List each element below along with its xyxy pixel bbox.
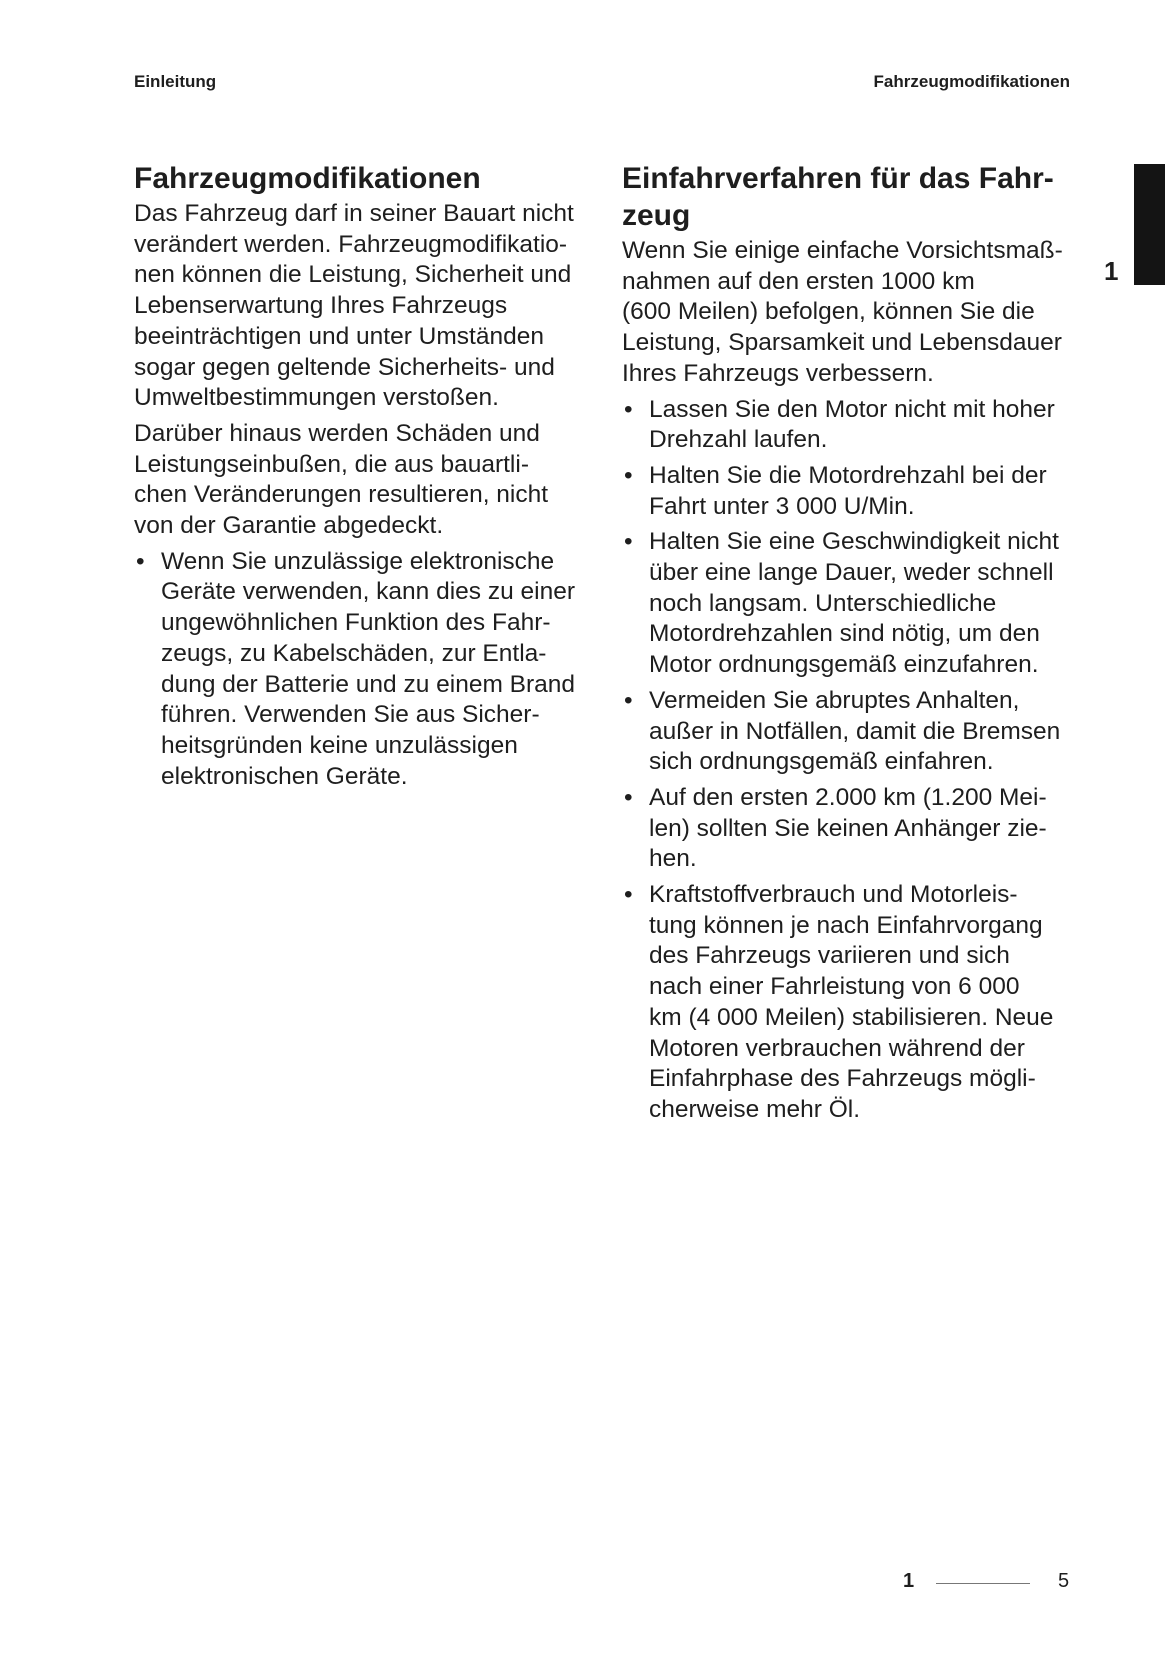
paragraph: Wenn Sie einige einfache Vorsichtsmaß- nahmen auf den ersten 1000 km (600 Meilen) befolgen, können Sie die Leistung, Sparsamkeit und Lebensdauer Ihres Fahrzeugs verbessern.	[622, 237, 1063, 387]
list-item-text: Kraftstoffverbrauch und Motorleis- tung können je nach Einfahrvorgang des Fahrzeugs variieren und sich nach einer Fahrleistung von 6 000 km (4 000 Meilen) stabilisieren. Neue Motoren verbrauchen während der Einfahrphase des Fahrzeugs mögli- cherweise mehr Öl.	[649, 881, 1054, 1123]
bullet-list	[622, 395, 1072, 1126]
section-title: Einfahrverfahren für das Fahr- zeug	[622, 162, 1054, 232]
chapter-tab-number: 1	[1104, 256, 1119, 286]
left-column	[134, 160, 589, 797]
list-item	[622, 783, 1072, 875]
list-item	[622, 395, 1072, 456]
list-item-text: Lassen Sie den Motor nicht mit hoher Drehzahl laufen.	[649, 395, 1055, 454]
bullet-icon: •	[136, 547, 145, 575]
list-item	[134, 547, 589, 793]
list-item	[622, 686, 1072, 778]
bullet-icon: •	[624, 395, 633, 423]
footer-divider	[936, 1583, 1030, 1584]
list-item-text: Auf den ersten 2.000 km (1.200 Mei- len) sollten Sie keinen Anhänger zie- hen.	[649, 783, 1047, 873]
list-item-text: Halten Sie eine Geschwindigkeit nicht über eine lange Dauer, weder schnell noch langsam. Unterschiedliche Motordrehzahlen sind nötig, um den Motor ordnungsgemäß einzufahren.	[649, 528, 1059, 679]
list-item	[622, 461, 1072, 522]
footer-page-number: 5	[1058, 1570, 1070, 1592]
bullet-list	[134, 547, 589, 793]
right-column	[622, 160, 1072, 1131]
section-title: Fahrzeugmodifikationen	[134, 162, 481, 195]
paragraph: Das Fahrzeug darf in seiner Bauart nicht verändert werden. Fahrzeugmodifikatio- nen können die Leistung, Sicherheit und Lebenserwartung Ihres Fahrzeugs beeinträchtigen und unter Umständen sogar gegen geltende Sicherheits- und Umweltbestimmungen verstoßen.	[134, 200, 574, 412]
list-item-text: Halten Sie die Motordrehzahl bei der Fahrt unter 3 000 U/Min.	[649, 461, 1047, 520]
list-item-text: Vermeiden Sie abruptes Anhalten, außer in Notfällen, damit die Bremsen sich ordnungsgemäß einfahren.	[649, 686, 1061, 776]
bullet-icon: •	[624, 881, 633, 909]
bullet-icon: •	[624, 461, 633, 489]
list-item	[622, 880, 1072, 1126]
list-item-text: Wenn Sie unzulässige elektronische Geräte verwenden, kann dies zu einer ungewöhnlichen Funktion des Fahr- zeugs, zu Kabelschäden, zur Entla- dung der Batterie und zu einem Brand führen. Verwenden Sie aus Sicher- heitsgründen keine unzulässigen elektronischen Geräte.	[161, 547, 576, 790]
paragraph: Darüber hinaus werden Schäden und Leistungseinbußen, die aus bauartli- chen Veränderungen resultieren, nicht von der Garantie abgedeckt.	[134, 419, 549, 540]
list-item	[622, 527, 1072, 681]
running-header-left: Einleitung	[134, 72, 217, 91]
bullet-icon: •	[624, 686, 633, 714]
footer-chapter-number: 1	[903, 1570, 915, 1592]
bullet-icon: •	[624, 783, 633, 811]
bullet-icon: •	[624, 528, 633, 556]
running-header-right: Fahrzeugmodifikationen	[873, 72, 1070, 91]
chapter-tab-marker	[1134, 164, 1165, 285]
